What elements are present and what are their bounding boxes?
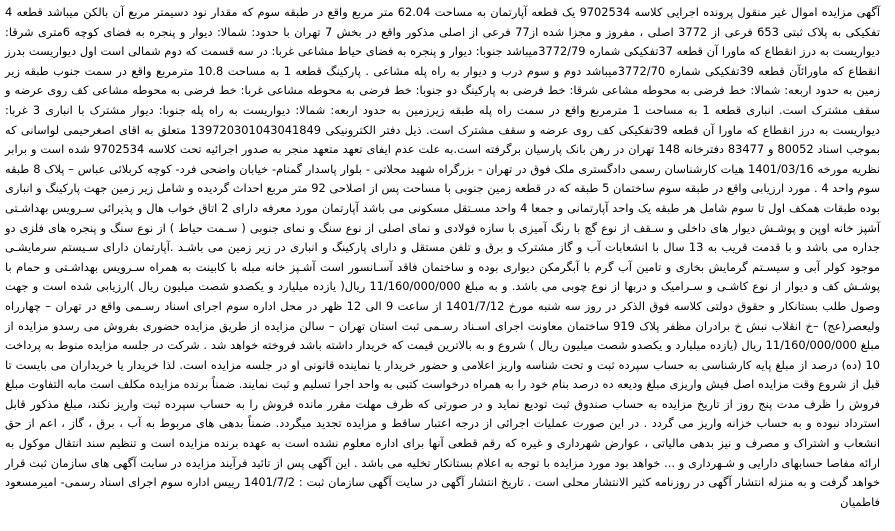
auction-notice-text: آگهی مزایده اموال غیر منقول پرونده اجرایی کلاسه 9702534 یک قطعه آپارتمان به مساحت 62.04 متر مربع واقع در طبقه سوم که مقدار نود دسیمتر مربع آن بالکن میباشد قطعه 4 تفکیکی به پلاک ثبتی 653 فرعی از 3772 اصلی ، مفروز و مجزا شده از77 فرعی از اصلی مذکور واقع در بخش 7 تهران با حدود: شمالا: دیوار و پنجره به فضای کوچه 6متری شرقا: دیواریست به درز انقطاع که ماورا آن قطعه 37تفکیکی شماره 3772/79میباشد جنوبا: دیوار و پنجره به فضای حیاط مشاعی غربا: در سه قسمت که دوم شمالی است اول دیواریست بدرز انقطاع که ماورائآن قطعه 39تفکیکی شماره 3772/70میباشد دوم و سوم درب و دیوار به راه پله مشاعی . پارکینگ قطعه 1 به مساحت 10.8 مترمربع واقع در سمت جنوب طبقه زیر زمین به حدود اربعه: شمالا: خط فرضی به محوطه مشاعی شرقا: خط فرضی به پارکینگ دو جنوبا: خط فرضی به محوطه مشاعی غربا: خط فرضی به محوطه مشاعی کف روی عرضه و سقف مشترک است. انباری قطعه 1 به مساحت 1 مترمربع واقع در سمت راه پله طبقه زیرزمین به حدود اربعه: شمالا: دیواریست به راه پله جنوبا: دیوار مشترک با انباری 3 غربا: دیواریست به درز انقطاع که ماورا آن قطعه 39تفکیکی کف روی عرضه و سقف مشترک است. ذیل دفتر الکترونیکی 139720301043041849 متعلق به اقای اصغرحیمی لواسانی که بموجب اسناد 80052 و 83477 دفترخانه 148 تهران در رهن بانک پارسیان برگرفته است.به علت عدم ایفای تعهد متعهد منجر به صدور اجرائیه تحت کلاسه 9702534 شده است و برابر نظریه مورخه 1401/03/16 هیات کارشناسان رسمی دادگستری ملک فوق در تهران - بزرگراه شهید محلاتی - بلوار پاسدار گمنام- خیابان واضحی فرد- کوچه کربلائی عباس – پلاک 8 طبقه سوم واحد 4 . مورد ارزیابی واقع در طبقه سوم ساختمان 5 طبقه که در قطعه زمین جنوبی با مساحت پس از اصلاحی 92 متر مربع احداث گردیده و شامل زیر زمین جهت پارکینگ و انباری بوده طبقات همکف اول تا سوم شامل هر طبقه یک واحد آپارتمانی و جمعا 4 واحد مسـتقل مسکونی می باشد آپارتمان مورد معرفه دارای 2 اتاق خواب هال و پذیرائی سـرویس بهداشـتی آشپز خانه اوپن و پوشـش دیوار های داخلی و سـقف از نوع گچ با رنگ آمیزی با سازه فولادی و نمای اصلی از نوع سنگ و نمای جنوبی ( سـمت حیاط ) از نوع سنگ و پنجره های فلزی دو جداره می باشد و با قدمت قریب به 13 سال با انشعابات آب و گاز مشترک و برق و تلفن مستقل و دارای پارکینگ و انباری در زیر زمین می باشـد .آپارتمان دارای سـیستم سرمایشـی موجود کولر آبی و سیسـتم گرمایش بخاری و تامین آب گرم با آبگرمکن دیواری بوده و ساختمان فاقد آسـانسور است آشـپز خانه مبله با کابینت به همراه سـرویس بهداشـتی و حمام با پوشـش کف و دیوار از نوع کاشـی و سـرامیک و دربها از نوع چوبی می باشد. و به مبلغ 11/160/000/000 ریال( یازده میلیارد و یکصدو شصت میلیون ریال )ارزیابی شده است و جهت وصول طلب بستانکار و حقوق دولتی کلاسه فوق الذکر در روز سه شنبه مورخ 1401/7/12 از ساعت 9 الی 12 ظهر در محل اداره سوم اجرای اسناد رسـمی واقع در تهران – چهارراه ولیعصر(عج) –خ انقلاب نبش خ برادران مظفر پلاک 919 ساختمان معاونت اجرای اسـناد رسـمی ثبت استان تهران – سالن مزایده از طریق مزایده حضوری بفروش می رسدو مزایده از مبلغ 11/160/000/000 ریال (یازده میلیارد و یکصدو شصت میلیون ریال ) شروع و به بالاترین قیمت که خریدار داشته باشد فروخته خواهد شد . شرکت در جلسه مزایده منوط به پرداخت 10 (ده) درصد از مبلغ پایه کارشناسی به حساب سپرده ثبت و تحت شناسه واریز اعلامی و حضور خریدار یا نماینده قانونی او در جلسه مزایده است. لذا خریدار یا خریداران می بایست تا قبل از شروع وقت مزایده اصل فیش واریزی مبلغ ودیعه ده درصد بنام خود را به همراه درخواست کتبی به واحد اجرا تسلیم و ثبت نمایند. ضمناً برنده مزایده مکلف است مابه التفاوت مبلغ فروش را ظرف مدت پنج روز از تاریخ مزایده به حساب صندوق ثبت تودیع نماید و در صورتی که ظرف مهلت مقرر مانده فروش را به حساب سپرده ثبت واریز نکند، مبلغ مذکور قابل استرداد نبوده و به حساب خزانه واریز می گردد . در این صورت عملیات اجرائی از درجه اعتبار ساقط و مزایده تجدید میگردد. ضمناً بدهی های مربوط به آب ، برق ، گاز ، اعم از حق انشعاب و اشتراک و مصرف و نیز بدهی مالیاتی ، عوارض شهرداری و غیره که رقم قطعی آنها برای اداره معلوم نشده است به عهده برنده مزایده است و تنظیم سند انتقال موکول به ارائه مفاصا حسابهای دارایی و شـهرداری و ... خواهد بود مورد مزایده با توجه به اعلام بستانکار تخلیه می باشد . این آگهی پس از تائید فرآیند مزایده در سایت آگهی های سازمان ثبت قرار خواهد گرفت و به منزله انتشار آگهی در روزنامه کثیر الانتشار محلی است . تاریخ انتشار آگهی در سایت آگهی سازمان ثبت : 1401/7/2 رییس اداره سوم اجرای اسناد رسمی- امیرمسعود فاطمیان <box>5 5 881 509</box>
